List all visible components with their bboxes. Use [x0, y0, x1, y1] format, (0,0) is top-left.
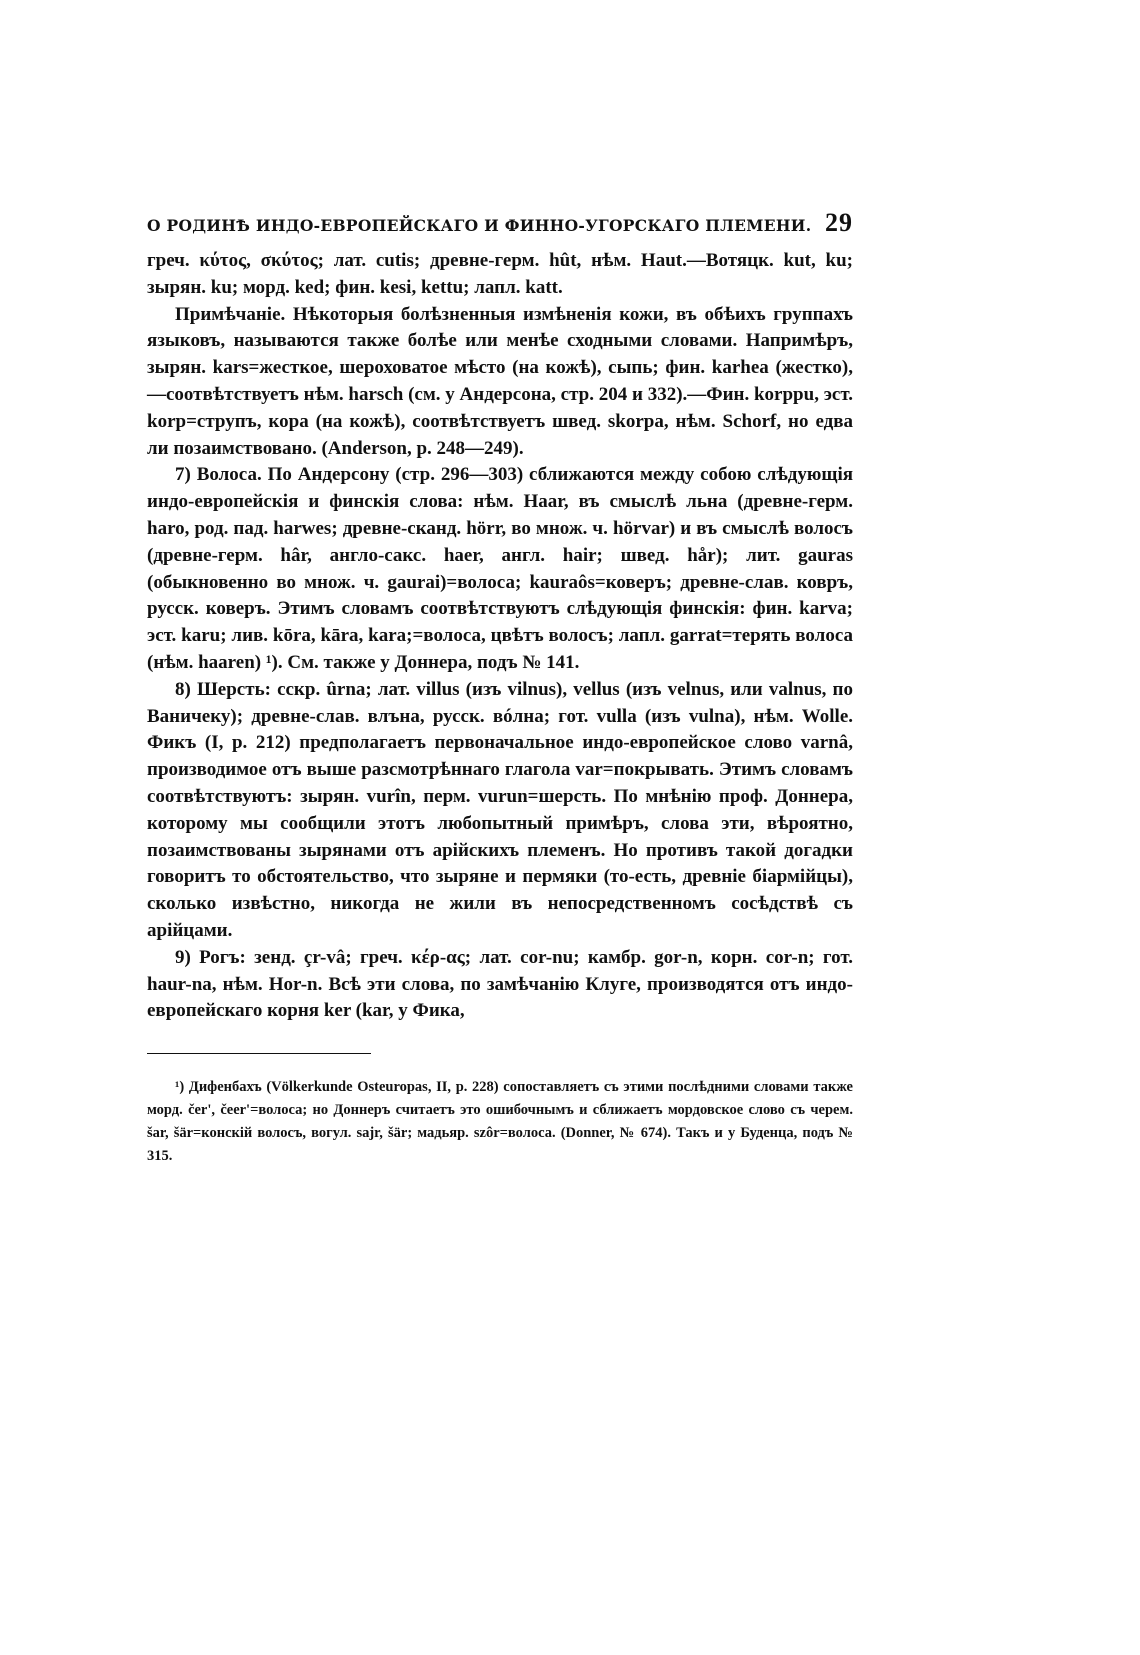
paragraph-horn: 9) Рогъ: зенд. çr-vâ; греч. κέρ-ας; лат. cor-nu; камбр. gor-n, корн. cor-n; гот. haur-na, нѣм. Hor-n. Всѣ эти слова, по замѣчанію Клуге, производятся отъ индо-европейскаго корня ker (kar, у Фика, [147, 946, 853, 1022]
running-header [147, 208, 853, 242]
paragraph-hair: 7) Волоса. По Андерсону (стр. 296—303) сближаются между собою слѣдующія индо-европейскія и финскія слова: нѣм. Haar, въ смыслѣ льна (древне-герм. haro, род. пад. harwes; древне-сканд. hörr, во множ. ч. hörvar) и въ смыслѣ волосъ (древне-герм. hâr, англо-сакс. haer, англ. hair; швед. hår); лит. gauras (обыкновенно во множ. ч. gauraі)=волоса; kauraôs=коверъ; древне-слав. ковръ, русск. коверъ. Этимъ словамъ соотвѣтствуютъ слѣдующія финскія: фин. karva; эст. karu; лив. kōra, kāra, kara;=волоса, цвѣтъ волосъ; лапл. garrat=терять волоса (нѣм. haaren) ¹). См. также у Доннера, подъ № 141. [147, 464, 853, 673]
footnote-divider [147, 1053, 371, 1054]
document-page [147, 208, 853, 1168]
body-text [147, 248, 853, 1025]
footnote: ¹) Дифенбахъ (Völkerkunde Osteuropas, II, p. 228) сопоставляетъ съ этими послѣдними словами также морд. čer', čeer'=волоса; но Доннеръ считаетъ это ошибочнымъ и сближаетъ мордовское слово съ черем. šar, šär=конскій волосъ, вогул. sajr, šär; мадьяр. szôr=волоса. (Donner, № 674). Такъ и у Буденца, подъ № 315. [147, 1079, 853, 1165]
paragraph-continuation: греч. κύτος, σκύτος; лат. cutis; древне-герм. hût, нѣм. Haut.—Вотяцк. kut, ku; зырян. ku; морд. ked; фин. kesi, kettu; лапл. katt. [147, 250, 853, 298]
paragraph-wool: 8) Шерсть: сскр. ûrna; лат. villus (изъ vilnus), vellus (изъ velnus, или valnus, по Ваничеку); древне-слав. влъна, русск. вóлна; гот. vulla (изъ vulna), нѣм. Wolle. Фикъ (I, p. 212) предполагаетъ первоначальное индо-европейское слово varnâ, производимое отъ выше разсмотрѣннаго глагола var=покрывать. Этимъ словамъ соотвѣтствуютъ: зырян. vurîn, перм. vurun=шерсть. По мнѣнію проф. Доннера, которому мы сообщили этотъ любопытный примѣръ, слова эти, вѣроятно, позаимствованы зырянами отъ арійскихъ племенъ. Но противъ такой догадки говоритъ то обстоятельство, что зыряне и пермяки (то-есть, древніе біармійцы), сколько извѣстно, никогда не жили въ непосредственномъ сосѣдствѣ съ арійцами. [147, 678, 853, 941]
page-number: 29 [825, 208, 853, 237]
running-title: О РОДИНѢ ИНДО-ЕВРОПЕЙСКАГО И ФИННО-УГОРСКАГО ПЛЕМЕНИ. [147, 216, 812, 235]
paragraph-note: Примѣчаніе. Нѣкоторыя болѣзненныя измѣненія кожи, въ обѣихъ группахъ языковъ, называются также болѣе или менѣе сходными словами. Напримѣръ, зырян. kars=жесткое, шероховатое мѣсто (на кожѣ), сыпь; фин. karhea (жестко),—соотвѣтствуетъ нѣм. harsch (см. у Андерсона, стр. 204 и 332).—Фин. korppu, эст. korp=струпъ, кора (на кожѣ), соотвѣтствуетъ швед. skorpa, нѣм. Schorf, но едва ли позаимствовано. (Anderson, p. 248—249). [147, 303, 853, 459]
